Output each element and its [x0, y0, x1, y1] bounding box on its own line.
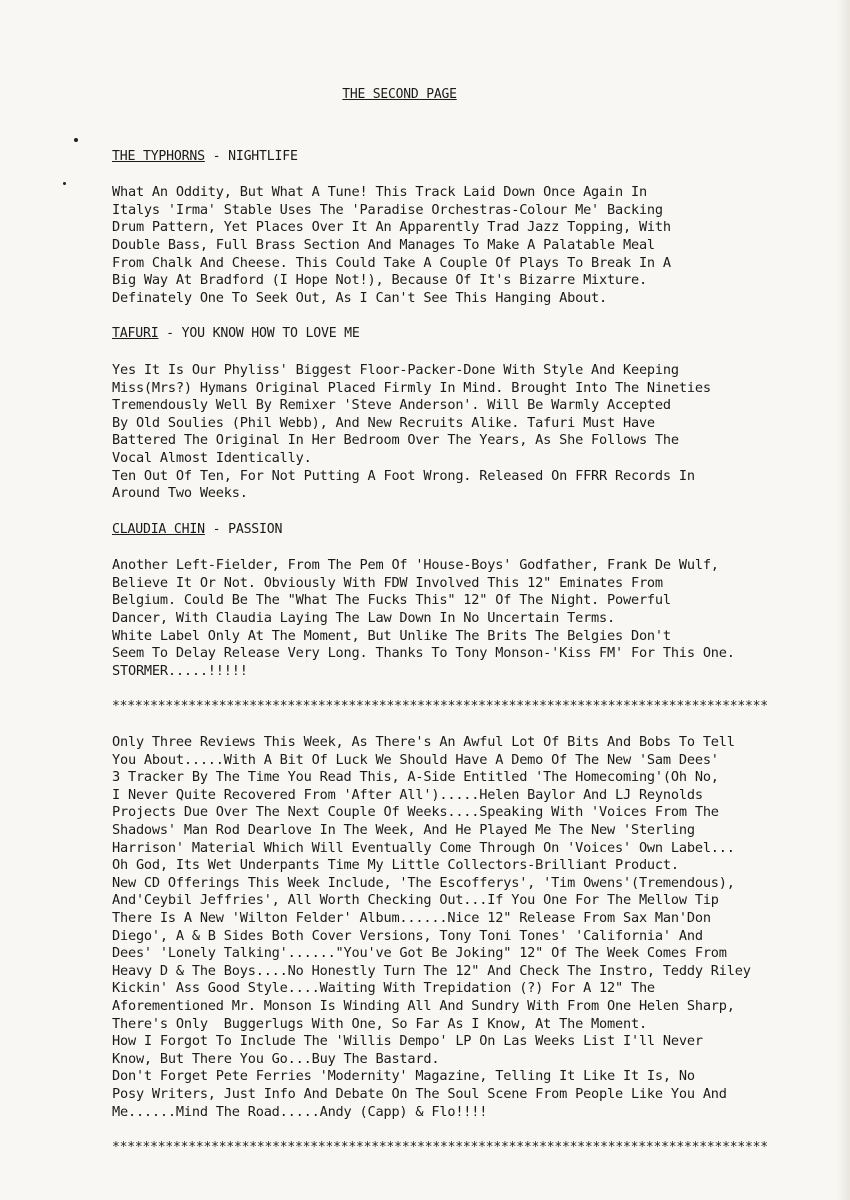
review-line: Vocal Almost Identically. — [112, 449, 312, 466]
review-line: Battered The Original In Her Bedroom Over The Years, As She Follows The — [112, 432, 679, 449]
review-line: Miss(Mrs?) Hymans Original Placed Firmly In Mind. Brought Into The Nineties — [112, 379, 711, 396]
news-line: Aforementioned Mr. Monson Is Winding All And Sundry With From One Helen Sharp, — [112, 997, 735, 1014]
review-heading — [112, 148, 802, 166]
heading-dash: - — [158, 326, 182, 342]
separator-line-bottom: ************************************************************************************** — [112, 1140, 768, 1156]
review-artist: CLAUDIA CHIN — [112, 521, 205, 537]
news-line: And'Ceybil Jeffries', All Worth Checking Out...If You One For The Mellow Tip — [112, 892, 719, 909]
news-line: Diego', A & B Sides Both Cover Versions, Tony Toni Tones' 'California' And — [112, 927, 703, 944]
news-line: Oh God, Its Wet Underpants Time My Little Collectors-Brilliant Product. — [112, 857, 679, 874]
review-body — [112, 362, 802, 503]
review-line: Yes It Is Our Phyliss' Biggest Floor-Packer-Done With Style And Keeping — [112, 361, 679, 378]
review-line: Double Bass, Full Brass Section And Manages To Make A Palatable Meal — [112, 236, 655, 253]
paper-speck — [74, 138, 78, 142]
news-line: You About.....With A Bit Of Luck We Should Have A Demo Of The New 'Sam Dees' — [112, 751, 719, 768]
review-line: Drum Pattern, Yet Places Over It An Apparently Trad Jazz Topping, With — [112, 219, 671, 236]
review-line: By Old Soulies (Phil Webb), And New Recruits Alike. Tafuri Must Have — [112, 414, 655, 431]
review-line: Dancer, With Claudia Laying The Law Down In No Uncertain Terms. — [112, 610, 616, 627]
news-line: Kickin' Ass Good Style....Waiting With Trepidation (?) For A 12" The — [112, 980, 655, 997]
review-line: STORMER.....!!!!! — [112, 662, 248, 679]
review-line: Believe It Or Not. Obviously With FDW Involved This 12" Eminates From — [112, 574, 663, 591]
news-line: Heavy D & The Boys....No Honestly Turn The 12" And Check The Instro, Teddy Riley — [112, 962, 751, 979]
review-line: Big Way At Bradford (I Hope Not!), Because Of It's Bizarre Mixture. — [112, 272, 647, 289]
heading-dash: - — [204, 521, 229, 537]
review-artist: TAFURI — [112, 326, 159, 342]
review-line: Tremendously Well By Remixer 'Steve Anderson'. Will Be Warmly Accepted — [112, 397, 671, 414]
review-track: PASSION — [228, 521, 283, 537]
news-line: Only Three Reviews This Week, As There's An Awful Lot Of Bits And Bobs To Tell — [112, 734, 735, 751]
review-body — [112, 557, 802, 680]
review-track: YOU KNOW HOW TO LOVE ME — [181, 326, 360, 342]
news-line: Posy Writers, Just Info And Debate On The Soul Scene From People Like You And — [112, 1085, 727, 1102]
news-line: Don't Forget Pete Ferries 'Modernity' Magazine, Telling It Like It Is, No — [112, 1068, 695, 1085]
review-heading — [112, 521, 802, 539]
review-line: Belgium. Could Be The "What The Fucks This" 12" Of The Night. Powerful — [112, 592, 671, 609]
news-line: Projects Due Over The Next Couple Of Weeks....Speaking With 'Voices From The — [112, 804, 719, 821]
news-line: There's Only Buggerlugs With One, So Far As I Know, At The Moment. — [112, 1015, 647, 1032]
review-artist: THE TYPHORNS — [112, 148, 205, 164]
paper-edge-shadow — [836, 0, 850, 1200]
review-line: Seem To Delay Release Very Long. Thanks To Tony Monson-'Kiss FM' For This One. — [112, 645, 735, 662]
reviews-section — [112, 148, 802, 681]
separator-line: ************************************************************************************** — [112, 699, 768, 715]
page-title: THE SECOND PAGE — [342, 87, 457, 102]
news-line: I Never Quite Recovered From 'After All').....Helen Baylor And LJ Reynolds — [112, 786, 703, 803]
news-line: 3 Tracker By The Time You Read This, A-Side Entitled 'The Homecoming'(Oh No, — [112, 769, 719, 786]
news-line: New CD Offerings This Week Include, 'The Escofferys', 'Tim Owens'(Tremendous), — [112, 874, 735, 891]
page-content — [112, 86, 802, 1175]
review-line: Around Two Weeks. — [112, 485, 248, 502]
news-section — [112, 734, 802, 1121]
review-line: Definately One To Seek Out, As I Can't See This Hanging About. — [112, 289, 608, 306]
news-line: Harrison' Material Which Will Eventually Come Through On 'Voices' Own Label... — [112, 839, 735, 856]
news-line: Me......Mind The Road.....Andy (Capp) & Flo!!!! — [112, 1103, 488, 1120]
review-line: Another Left-Fielder, From The Pem Of 'House-Boys' Godfather, Frank De Wulf, — [112, 557, 719, 574]
review-line: What An Oddity, But What A Tune! This Track Laid Down Once Again In — [112, 184, 647, 201]
news-line: How I Forgot To Include The 'Willis Dempo' LP On Las Weeks List I'll Never — [112, 1033, 703, 1050]
news-line: There Is A New 'Wilton Felder' Album......Nice 12" Release From Sax Man'Don — [112, 909, 711, 926]
heading-dash: - — [204, 148, 229, 164]
review-heading — [112, 325, 802, 343]
news-line: Know, But There You Go...Buy The Bastard. — [112, 1050, 440, 1067]
review-line: Ten Out Of Ten, For Not Putting A Foot Wrong. Released On FFRR Records In — [112, 467, 695, 484]
review-body — [112, 184, 802, 307]
review-line: From Chalk And Cheese. This Could Take A Couple Of Plays To Break In A — [112, 254, 671, 271]
news-line: Dees' 'Lonely Talking'......"You've Got Be Joking" 12" Of The Week Comes From — [112, 945, 727, 962]
review-line: Italys 'Irma' Stable Uses The 'Paradise Orchestras-Colour Me' Backing — [112, 201, 663, 218]
review-track: NIGHTLIFE — [228, 148, 298, 164]
review-line: White Label Only At The Moment, But Unlike The Brits The Belgies Don't — [112, 627, 671, 644]
news-line: Shadows' Man Rod Dearlove In The Week, And He Played Me The New 'Sterling — [112, 822, 695, 838]
paper-speck — [63, 182, 66, 185]
